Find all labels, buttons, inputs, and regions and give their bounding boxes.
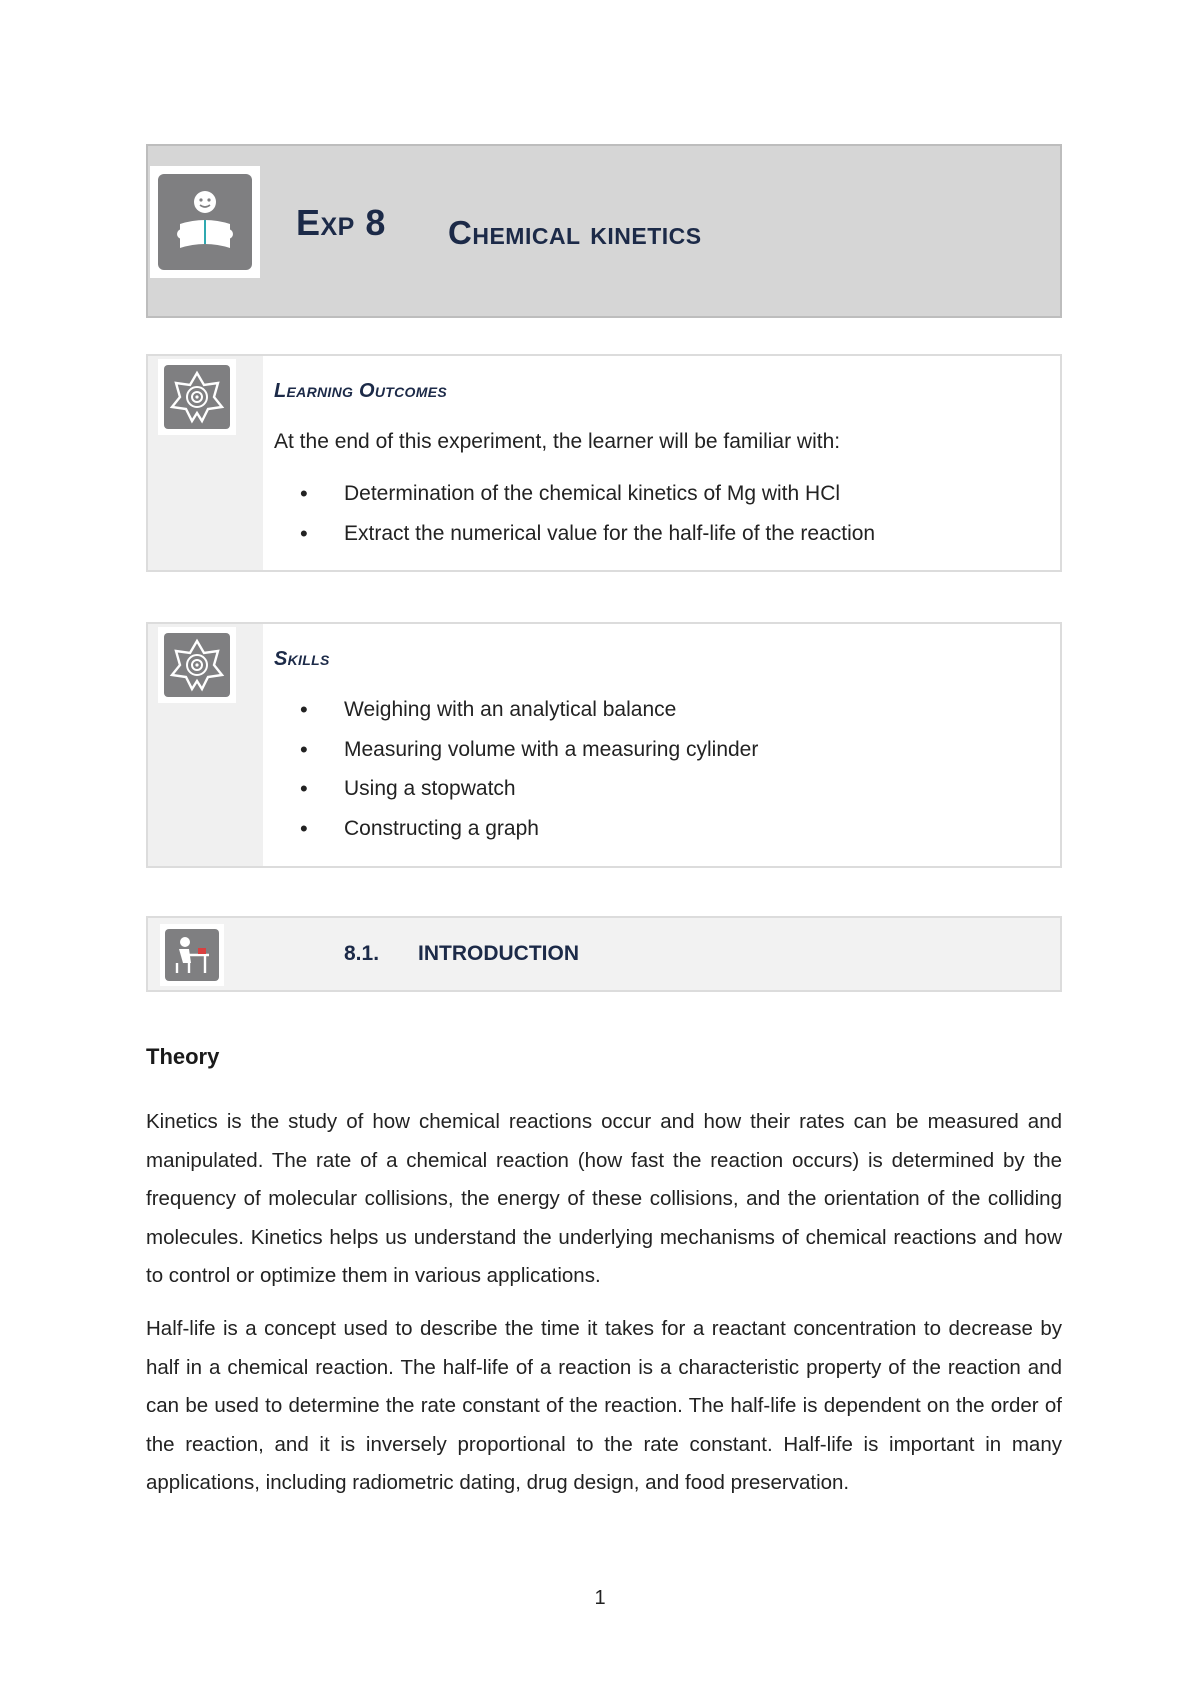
list-item: • Using a stopwatch bbox=[300, 777, 758, 817]
experiment-header bbox=[146, 144, 1062, 318]
theory-heading: Theory bbox=[146, 1044, 220, 1069]
page-number: 1 bbox=[594, 1587, 606, 1609]
person-at-desk-icon bbox=[165, 929, 219, 981]
learning-outcomes-list bbox=[300, 482, 875, 561]
theory-paragraph: Half-life is a concept used to describe the time it takes for a reactant concentration to decrease by half in a chemical reaction. The half-life of a reaction is a characteristic property of the reaction and can be used to determine the rate constant of the reaction. The half-life is dependent on the order of the reaction, and it is inversely proportional to the rate constant. Half-life is important in many applications, including radiometric dating, drug design, and food preservation. bbox=[146, 1317, 1062, 1494]
list-item: • Constructing a graph bbox=[300, 817, 758, 857]
reading-person-icon bbox=[158, 174, 252, 270]
list-item: • Weighing with an analytical balance bbox=[300, 698, 758, 738]
panel-icon-frame bbox=[158, 627, 236, 703]
skills-panel bbox=[146, 622, 1062, 868]
skills-list bbox=[300, 698, 758, 856]
skills-heading: Skills bbox=[274, 648, 330, 670]
list-item: • Determination of the chemical kinetics of Mg with HCl bbox=[300, 482, 875, 522]
section-title: INTRODUCTION bbox=[418, 942, 579, 965]
target-badge-icon bbox=[164, 633, 230, 697]
target-badge-icon bbox=[164, 365, 230, 429]
section-number: 8.1. bbox=[344, 942, 380, 965]
learning-outcomes-intro: At the end of this experiment, the learner will be familiar with: bbox=[274, 430, 841, 453]
theory-paragraph: Kinetics is the study of how chemical reactions occur and how their rates can be measured and manipulated. The rate of a chemical reaction (how fast the reaction occurs) is determined by the frequency of molecular collisions, the energy of these collisions, and the orientation of the colliding molecules. Kinetics helps us understand the underlying mechanisms of chemical reactions and how to control or optimize them in various applications. bbox=[146, 1110, 1062, 1287]
header-icon-frame bbox=[150, 166, 260, 278]
experiment-number: Exp 8 bbox=[296, 202, 386, 243]
list-item: • Measuring volume with a measuring cylinder bbox=[300, 738, 758, 778]
introduction-section-bar bbox=[146, 916, 1062, 992]
intro-icon-frame bbox=[160, 924, 224, 986]
experiment-title: Chemical kinetics bbox=[448, 214, 702, 251]
learning-outcomes-panel bbox=[146, 354, 1062, 572]
panel-icon-frame bbox=[158, 359, 236, 435]
learning-outcomes-heading: Learning Outcomes bbox=[274, 380, 447, 402]
list-item: • Extract the numerical value for the half-life of the reaction bbox=[300, 522, 875, 562]
